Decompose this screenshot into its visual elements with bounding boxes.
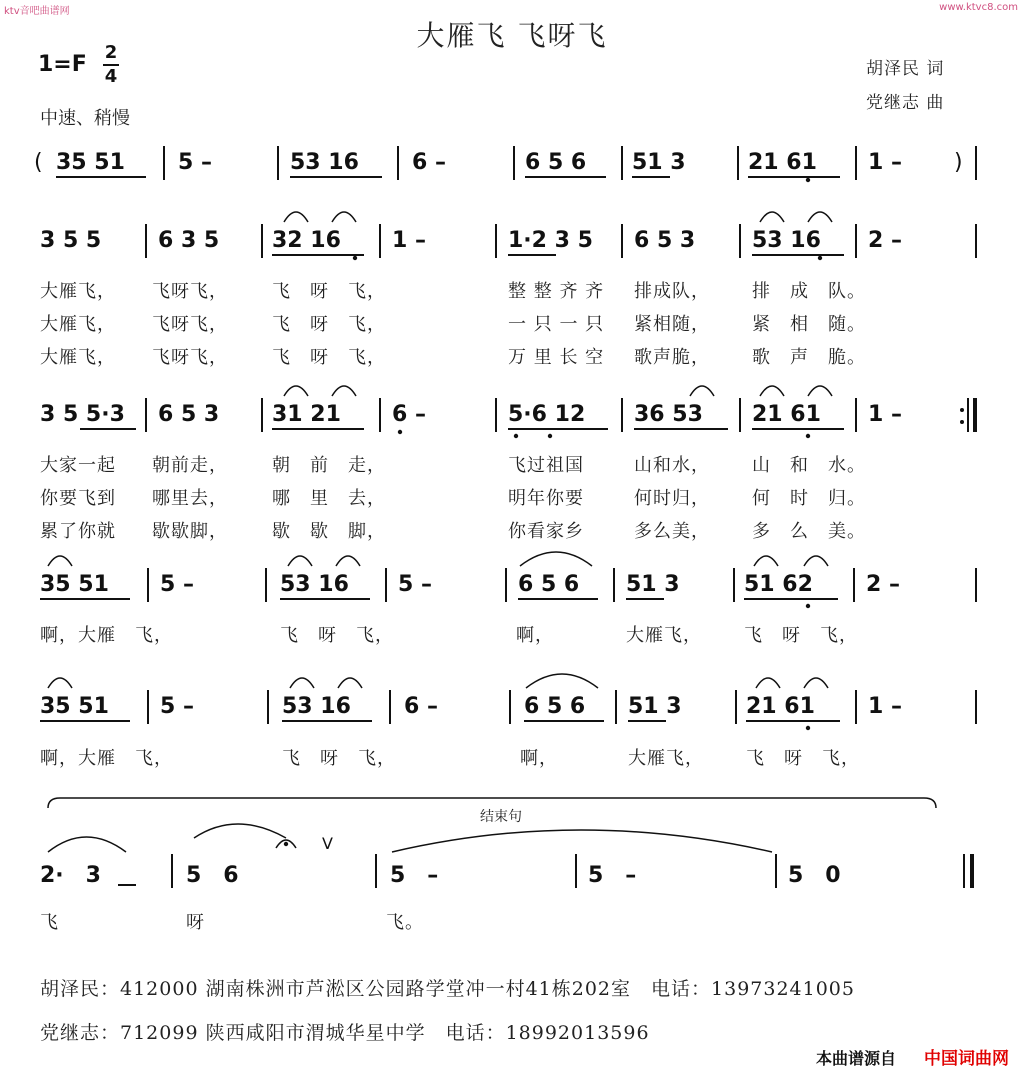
lyric-cell: 多么美， (634, 521, 710, 542)
ending-bracket (48, 798, 936, 808)
octave-dot (548, 434, 552, 438)
lyric-cell: 歇 歇 脚， (272, 521, 386, 542)
slur (332, 386, 356, 396)
lyric-cell: 山和水， (634, 455, 710, 476)
lyric-cell: 排成队， (634, 281, 710, 302)
octave-dot (514, 434, 518, 438)
lyric-cell: 整 整 齐 齐 (508, 281, 605, 302)
intro-measure: 35 51 (56, 150, 125, 175)
lyric-cell: 万 里 长 空 (508, 347, 605, 368)
source-label: 本曲谱源自 (816, 1049, 897, 1068)
slur (284, 212, 308, 222)
intro-measure: 53 16 (290, 150, 359, 175)
octave-dot (806, 726, 810, 730)
intro-measure: 21 61 (748, 150, 817, 175)
lyric-cell: 啊，大雁 飞， (40, 625, 173, 646)
slur (332, 212, 356, 222)
slur (194, 824, 286, 838)
line3-measure: 53 16 (280, 572, 349, 597)
slur (284, 386, 308, 396)
slur (756, 678, 780, 688)
lyric-cell: 飞过祖国 (508, 455, 584, 476)
lyric-cell: 明年你要 (508, 488, 584, 509)
lyric-cell: 飞 呀 飞， (744, 625, 858, 646)
line4-measure: 6 5 6 (524, 694, 586, 719)
line3-measure: 2 – (866, 572, 900, 597)
lyric-cell: 歌声脆， (634, 347, 710, 368)
slur (690, 386, 714, 396)
line4-measure: 51 3 (628, 694, 682, 719)
ending-measure: 5 6 (186, 863, 239, 888)
fermata-dot (284, 842, 288, 846)
tempo-marking: 中速、稍慢 (40, 108, 130, 129)
intro-measure: 51 3 (632, 150, 686, 175)
line4-measure: 53 16 (282, 694, 351, 719)
line4-measure: 35 51 (40, 694, 109, 719)
lyric-cell: 飞 (40, 912, 59, 933)
lyric-cell: 飞 呀 飞， (272, 347, 386, 368)
lyricist-credit: 胡泽民 词 (866, 59, 945, 79)
line2-measure: 6 – (392, 402, 426, 427)
lyric-cell: 排 成 队。 (752, 281, 866, 302)
lyric-cell: 飞 呀 飞， (272, 281, 386, 302)
line1-measure: 1 – (392, 228, 426, 253)
slur (48, 556, 72, 566)
ending-measure: 2· 3 (40, 863, 101, 888)
lyric-cell: 朝 前 走， (272, 455, 386, 476)
breath-mark: V (322, 834, 333, 853)
lyric-cell: 大雁飞， (40, 281, 116, 302)
line2-measure: 31 21 (272, 402, 341, 427)
ending-measure: 5 0 (788, 863, 841, 888)
lyric-cell: 哪里去， (152, 488, 228, 509)
intro-measure: 1 – (868, 150, 902, 175)
slur (760, 386, 784, 396)
intro-measure: 5 – (178, 150, 212, 175)
lyric-cell: 飞。 (386, 912, 424, 933)
octave-dot (353, 256, 357, 260)
line4-measure: 6 – (404, 694, 438, 719)
intro-close-paren: ) (954, 150, 963, 175)
slur (760, 212, 784, 222)
slur (338, 678, 362, 688)
lyric-cell: 呀 (186, 912, 205, 933)
lyric-cell: 飞呀飞， (152, 281, 228, 302)
octave-dot (398, 430, 402, 434)
repeat-dot (960, 408, 964, 412)
lyric-cell: 歌 声 脆。 (752, 347, 866, 368)
lyric-cell: 大家一起 (40, 455, 116, 476)
contact-composer: 党继志：712099 陕西咸阳市渭城华星中学 电话：18992013596 (40, 1022, 650, 1044)
lyric-cell: 大雁飞， (628, 748, 704, 769)
lyric-cell: 你看家乡 (508, 521, 584, 542)
line2-measure: 36 53 (634, 402, 703, 427)
lyric-cell: 大雁飞， (40, 314, 116, 335)
line1-measure: 32 16 (272, 228, 341, 253)
line3-measure: 6 5 6 (518, 572, 580, 597)
line2-measure: 1 – (868, 402, 902, 427)
line3-measure: 51 62 (744, 572, 813, 597)
slur (392, 830, 772, 852)
lyric-cell: 你要飞到 (40, 488, 116, 509)
line2-measure: 3 5 5·3 (40, 402, 125, 427)
slur (290, 678, 314, 688)
song-title: 大雁飞 飞呀飞 (416, 19, 608, 52)
lyric-cell: 大雁飞， (40, 347, 116, 368)
line1-measure: 2 – (868, 228, 902, 253)
intro-measure: 6 – (412, 150, 446, 175)
ending-measure: 5 – (390, 863, 439, 888)
lyric-cell: 啊， (516, 625, 554, 646)
lyric-cell: 紧相随， (634, 314, 710, 335)
lyric-cell: 一 只 一 只 (508, 314, 605, 335)
octave-dot (806, 178, 810, 182)
repeat-dot (960, 420, 964, 424)
lyric-cell: 飞 呀 飞， (746, 748, 860, 769)
line1-measure: 6 3 5 (158, 228, 220, 253)
octave-dot (818, 256, 822, 260)
line4-measure: 5 – (160, 694, 194, 719)
slur (288, 556, 312, 566)
line1-measure: 1·2 3 5 (508, 228, 593, 253)
slur (808, 386, 832, 396)
ending-label: 结束句 (480, 809, 522, 825)
line1-measure: 3 5 5 (40, 228, 102, 253)
watermark-right: www.ktvc8.com (939, 2, 1018, 13)
lyric-cell: 多 么 美。 (752, 521, 866, 542)
lyric-cell: 飞 呀 飞， (272, 314, 386, 335)
lyric-cell: 飞 呀 飞， (280, 625, 394, 646)
lyric-cell: 哪 里 去， (272, 488, 386, 509)
line2-measure: 21 61 (752, 402, 821, 427)
lyric-cell: 啊，大雁 飞， (40, 748, 173, 769)
composer-credit: 党继志 曲 (866, 93, 945, 113)
lyric-cell: 啊， (520, 748, 558, 769)
time-numerator: 2 (104, 42, 118, 63)
line2-measure: 6 5 3 (158, 402, 220, 427)
line4-measure: 21 61 (746, 694, 815, 719)
line3-measure: 51 3 (626, 572, 680, 597)
lyric-cell: 何 时 归。 (752, 488, 866, 509)
line3-measure: 5 – (160, 572, 194, 597)
intro-measure: 6 5 6 (525, 150, 587, 175)
line3-measure: 5 – (398, 572, 432, 597)
lyric-cell: 紧 相 随。 (752, 314, 866, 335)
octave-dot (806, 604, 810, 608)
slur (526, 674, 598, 688)
source-site: 中国词曲网 (924, 1049, 1009, 1069)
line2-measure: 5·6 12 (508, 402, 586, 427)
octave-dot (806, 434, 810, 438)
lyric-cell: 飞呀飞， (152, 314, 228, 335)
line3-measure: 35 51 (40, 572, 109, 597)
slur (808, 212, 832, 222)
contact-lyricist: 胡泽民：412000 湖南株洲市芦淞区公园路学堂冲一村41栋202室 电话：13973241005 (40, 978, 855, 1000)
lyric-cell: 朝前走， (152, 455, 228, 476)
time-denominator: 4 (104, 66, 118, 87)
slur (754, 556, 778, 566)
lyric-cell: 何时归， (634, 488, 710, 509)
line1-measure: 6 5 3 (634, 228, 696, 253)
slur (336, 556, 360, 566)
watermark-left: ktv音吧曲谱网 (4, 6, 70, 17)
slur (48, 837, 126, 852)
lyric-cell: 累了你就 (40, 521, 116, 542)
slur (48, 678, 72, 688)
slur (804, 678, 828, 688)
lyric-cell: 山 和 水。 (752, 455, 866, 476)
slur (804, 556, 828, 566)
lyric-cell: 歇歇脚， (152, 521, 228, 542)
lyric-cell: 大雁飞， (626, 625, 702, 646)
lyric-cell: 飞 呀 飞， (282, 748, 396, 769)
ending-measure: 5 – (588, 863, 637, 888)
slur (520, 552, 592, 566)
line4-measure: 1 – (868, 694, 902, 719)
intro-open-paren: ( (34, 150, 43, 175)
line1-measure: 53 16 (752, 228, 821, 253)
lyric-cell: 飞呀飞， (152, 347, 228, 368)
key-signature: 1=F (38, 52, 87, 77)
